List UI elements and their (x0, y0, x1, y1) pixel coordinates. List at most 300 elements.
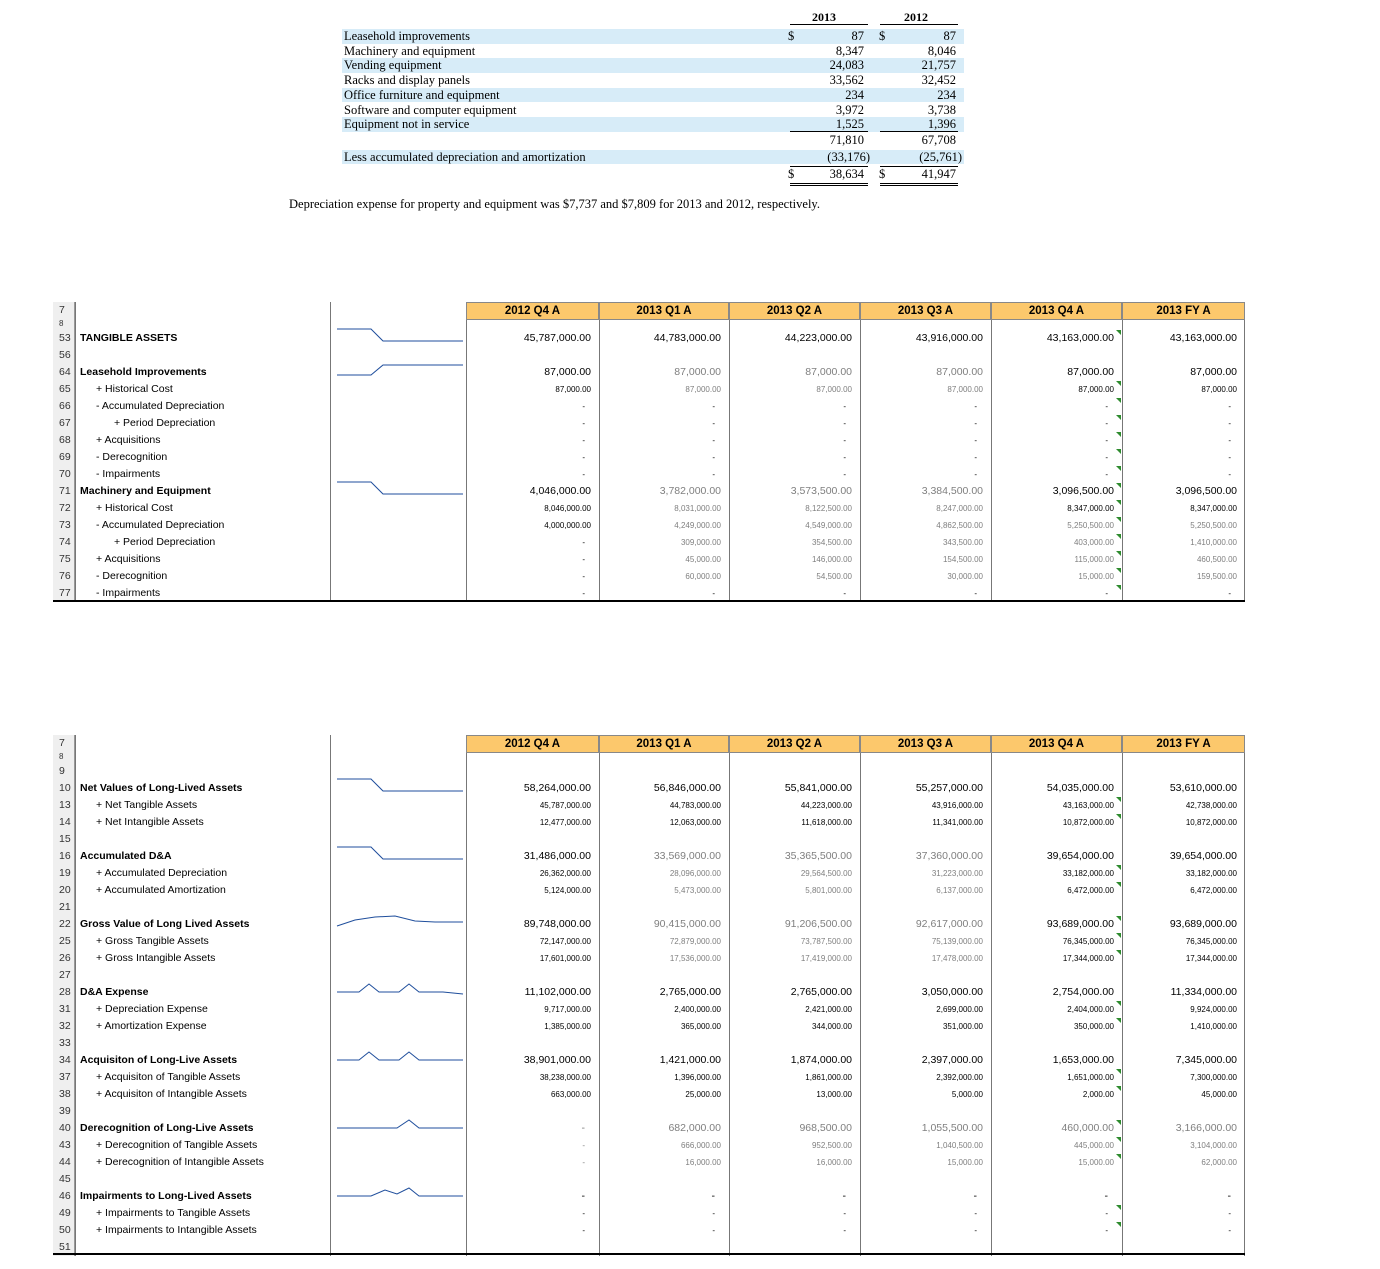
cell-value[interactable]: - (1104, 1190, 1108, 1202)
cell-value[interactable]: - (1228, 1209, 1231, 1218)
cell-value[interactable]: 1,055,500.00 (921, 1122, 983, 1134)
cell-value[interactable]: 17,601,000.00 (539, 954, 591, 963)
row-label: - Derecognition (96, 570, 168, 582)
note-row-label: Software and computer equipment (344, 102, 517, 117)
table-row (53, 415, 1245, 432)
cell-value[interactable]: 13,000.00 (816, 1090, 852, 1099)
cell-value[interactable]: 2,765,000.00 (790, 986, 852, 998)
cell-value[interactable]: 3,096,500.00 (1052, 485, 1114, 497)
column-header[interactable]: 2013 FY A (1122, 302, 1245, 320)
cell-value[interactable]: 89,748,000.00 (523, 918, 591, 930)
column-header[interactable]: 2013 Q2 A (729, 735, 860, 753)
cell-value[interactable]: - (582, 453, 585, 462)
cell-value[interactable]: 38,901,000.00 (523, 1054, 591, 1066)
cell-value[interactable]: 45,000.00 (1201, 1090, 1237, 1099)
comment-flag (1116, 916, 1121, 921)
cell-value[interactable]: 92,617,000.00 (915, 918, 983, 930)
cell-value[interactable]: 17,536,000.00 (669, 954, 721, 963)
cell-value[interactable]: 5,473,000.00 (674, 886, 721, 895)
row-number (53, 735, 75, 753)
cell-value[interactable]: - (582, 1226, 585, 1235)
cell-value[interactable]: - (1228, 453, 1231, 462)
cell-value[interactable]: - (712, 436, 715, 445)
cell-value[interactable]: - (843, 436, 846, 445)
column-header[interactable]: 2013 Q4 A (991, 302, 1122, 320)
cell-value[interactable]: 12,063,000.00 (669, 818, 721, 827)
sparkline-path (337, 916, 463, 926)
cell-value[interactable]: 1,421,000.00 (659, 1054, 721, 1066)
row-number: 37 (53, 1069, 75, 1086)
cell-value[interactable]: 17,478,000.00 (931, 954, 983, 963)
cell-value[interactable]: - (582, 589, 585, 598)
comment-flag (1116, 585, 1121, 590)
cell-value[interactable]: 952,500.00 (811, 1141, 852, 1150)
cell-value[interactable]: - (843, 470, 846, 479)
cell-value[interactable]: 8,247,000.00 (936, 504, 983, 513)
cell-value[interactable]: 44,783,000.00 (653, 332, 721, 344)
note-row-label: Equipment not in service (344, 117, 470, 132)
cell-value[interactable]: 72,147,000.00 (539, 937, 591, 946)
cell-value[interactable]: 1,410,000.00 (1190, 1022, 1237, 1031)
cell-value[interactable]: 8,122,500.00 (805, 504, 852, 513)
cell-value[interactable]: 44,783,000.00 (669, 801, 721, 810)
row-label: + Acquisiton of Tangible Assets (96, 1071, 241, 1083)
cell-value[interactable]: - (974, 402, 977, 411)
row-label: Acquisiton of Long-Live Assets (80, 1054, 238, 1066)
table-row (53, 534, 1245, 551)
cell-value[interactable]: - (582, 538, 585, 547)
cell-value[interactable]: 11,341,000.00 (932, 818, 983, 827)
column-header[interactable]: 2013 Q4 A (991, 735, 1122, 753)
cell-value[interactable]: 87,000.00 (555, 385, 591, 394)
cell-value[interactable]: 1,040,500.00 (936, 1141, 983, 1150)
cell-value[interactable]: 5,250,500.00 (1067, 521, 1114, 530)
cell-value[interactable]: - (582, 436, 585, 445)
cell-value[interactable]: 4,549,000.00 (805, 521, 852, 530)
cell-value[interactable]: 8,046,000.00 (544, 504, 591, 513)
cell-value[interactable]: 1,861,000.00 (805, 1073, 852, 1082)
cell-value[interactable]: - (582, 1141, 585, 1150)
cell-value[interactable]: 44,223,000.00 (784, 332, 852, 344)
table-row (53, 1137, 1245, 1154)
comment-flag (1116, 865, 1121, 870)
cell-value[interactable]: 968,500.00 (799, 1122, 852, 1134)
cell-value[interactable]: 11,102,000.00 (524, 986, 591, 998)
row-number: 40 (53, 1120, 75, 1137)
note-header-rule (790, 24, 868, 25)
comment-flag (1116, 1120, 1121, 1125)
cell-value[interactable]: 39,654,000.00 (1169, 850, 1237, 862)
table-row (53, 483, 1245, 500)
cell-value[interactable]: 403,000.00 (1073, 538, 1114, 547)
cell-value[interactable]: 33,569,000.00 (653, 850, 721, 862)
cell-value[interactable]: - (843, 1226, 846, 1235)
cell-value[interactable]: 87,000.00 (936, 366, 983, 378)
cell-value[interactable]: 7,300,000.00 (1190, 1073, 1237, 1082)
cell-value[interactable]: 37,360,000.00 (915, 850, 983, 862)
cell-value[interactable]: - (1228, 419, 1231, 428)
cell-value[interactable]: 15,000.00 (1078, 1158, 1114, 1167)
cell-value[interactable]: 159,500.00 (1196, 572, 1237, 581)
cell-value[interactable]: 10,872,000.00 (1062, 818, 1114, 827)
cell-value[interactable]: 344,000.00 (811, 1022, 852, 1031)
cell-value[interactable]: 93,689,000.00 (1046, 918, 1114, 930)
cell-value[interactable]: - (582, 572, 585, 581)
cell-value[interactable]: 8,347,000.00 (1067, 504, 1114, 513)
cell-value[interactable]: - (974, 436, 977, 445)
cell-value[interactable]: - (582, 419, 585, 428)
cell-value[interactable]: 38,238,000.00 (539, 1073, 591, 1082)
cell-value[interactable]: - (711, 1190, 715, 1202)
cell-value[interactable]: - (843, 402, 846, 411)
table-row (53, 933, 1245, 950)
cell-value[interactable]: 73,787,500.00 (800, 937, 852, 946)
cell-value[interactable]: 4,046,000.00 (529, 485, 591, 497)
cell-value[interactable]: 60,000.00 (685, 572, 721, 581)
cell-value[interactable]: 87,000.00 (816, 385, 852, 394)
cell-value[interactable]: - (1105, 419, 1108, 428)
cell-value[interactable]: 43,916,000.00 (915, 332, 983, 344)
cell-value[interactable]: - (582, 470, 585, 479)
column-header[interactable]: 2013 Q1 A (599, 735, 729, 753)
cell-value[interactable]: 146,000.00 (811, 555, 852, 564)
cell-value[interactable]: - (1227, 1190, 1231, 1202)
cell-value[interactable]: 26,362,000.00 (539, 869, 591, 878)
row-label: Accumulated D&A (80, 850, 172, 862)
cell-value[interactable]: 17,344,000.00 (1062, 954, 1114, 963)
cell-value[interactable]: 87,000.00 (1201, 385, 1237, 394)
comment-flag (1116, 933, 1121, 938)
cell-value[interactable]: - (974, 453, 977, 462)
column-header[interactable]: 2013 Q1 A (599, 302, 729, 320)
cell-value[interactable]: - (974, 419, 977, 428)
note-value-2012: 32,452 (921, 73, 956, 88)
cell-value[interactable]: 15,000.00 (1078, 572, 1114, 581)
note-year-2012: 2012 (904, 10, 928, 24)
cell-value[interactable]: 460,500.00 (1196, 555, 1237, 564)
cell-value[interactable]: 16,000.00 (685, 1158, 721, 1167)
cell-value[interactable]: 3,384,500.00 (921, 485, 983, 497)
cell-value[interactable]: - (712, 402, 715, 411)
cell-value[interactable]: 309,000.00 (680, 538, 721, 547)
cell-value[interactable]: 2,754,000.00 (1052, 986, 1114, 998)
cell-value[interactable]: 9,924,000.00 (1190, 1005, 1237, 1014)
cell-value[interactable]: - (1228, 589, 1231, 598)
cell-value[interactable]: 43,916,000.00 (931, 801, 983, 810)
cell-value[interactable]: 343,500.00 (942, 538, 983, 547)
column-header[interactable]: 2013 FY A (1122, 735, 1245, 753)
cell-value[interactable]: 3,782,000.00 (659, 485, 721, 497)
note-value-2013: 8,347 (835, 43, 864, 58)
empty-row (53, 763, 1245, 780)
cell-value[interactable]: 1,874,000.00 (790, 1054, 852, 1066)
row-label: - Impairments (96, 587, 161, 599)
cell-value[interactable]: - (842, 1190, 846, 1202)
comment-flag (1116, 449, 1121, 454)
sparkline (335, 360, 465, 378)
cell-value[interactable]: 45,787,000.00 (539, 801, 591, 810)
cell-value[interactable]: - (1228, 1226, 1231, 1235)
row-label: TANGIBLE ASSETS (80, 332, 178, 344)
cell-value[interactable]: 2,397,000.00 (921, 1054, 983, 1066)
cell-value[interactable]: 54,500.00 (816, 572, 852, 581)
cell-value[interactable]: - (1228, 436, 1231, 445)
cell-value[interactable]: 3,573,500.00 (790, 485, 852, 497)
table-row (53, 364, 1245, 381)
cell-value[interactable]: 31,486,000.00 (523, 850, 591, 862)
cell-value[interactable]: 4,000,000.00 (544, 521, 591, 530)
cell-value[interactable]: 87,000.00 (1190, 366, 1237, 378)
cell-value[interactable]: 1,651,000.00 (1067, 1073, 1114, 1082)
cell-value[interactable]: 11,618,000.00 (801, 818, 852, 827)
cell-value[interactable]: - (973, 1190, 977, 1202)
column-header[interactable]: 2012 Q4 A (466, 302, 599, 320)
row-label: + Impairments to Tangible Assets (96, 1207, 251, 1219)
cell-value[interactable]: 2,000.00 (1082, 1090, 1114, 1099)
cell-value[interactable]: 6,472,000.00 (1190, 886, 1237, 895)
row-number: 8 (53, 753, 75, 763)
cell-value[interactable]: 87,000.00 (805, 366, 852, 378)
cell-value[interactable]: 42,738,000.00 (1185, 801, 1237, 810)
comment-flag (1116, 398, 1121, 403)
cell-value[interactable]: 2,392,000.00 (936, 1073, 983, 1082)
column-header[interactable]: 2013 Q3 A (860, 735, 991, 753)
comment-flag (1116, 500, 1121, 505)
cell-value[interactable]: 43,163,000.00 (1046, 332, 1114, 344)
cell-value[interactable]: 11,334,000.00 (1170, 986, 1237, 998)
table-row (53, 551, 1245, 568)
cell-value[interactable]: 90,415,000.00 (653, 918, 721, 930)
cell-value[interactable]: 30,000.00 (947, 572, 983, 581)
cell-value[interactable]: 43,163,000.00 (1062, 801, 1114, 810)
cell-value[interactable]: 87,000.00 (947, 385, 983, 394)
cell-value[interactable]: - (1228, 402, 1231, 411)
cell-value[interactable]: 351,000.00 (942, 1022, 983, 1031)
comment-flag (1116, 814, 1121, 819)
row-label: - Accumulated Depreciation (96, 519, 225, 531)
cell-value[interactable]: - (1105, 402, 1108, 411)
cell-value[interactable]: - (582, 1209, 585, 1218)
cell-value[interactable]: 3,104,000.00 (1190, 1141, 1237, 1150)
cell-value[interactable]: - (974, 470, 977, 479)
cell-value[interactable]: 91,206,500.00 (784, 918, 852, 930)
cell-value[interactable]: 15,000.00 (947, 1158, 983, 1167)
cell-value[interactable]: 5,250,500.00 (1190, 521, 1237, 530)
cell-value[interactable]: 33,182,000.00 (1062, 869, 1114, 878)
cell-value[interactable]: - (974, 1209, 977, 1218)
cell-value[interactable]: - (843, 419, 846, 428)
row-number: 49 (53, 1205, 75, 1222)
cell-value[interactable]: 17,344,000.00 (1185, 954, 1237, 963)
column-header[interactable]: 2012 Q4 A (466, 735, 599, 753)
cell-value[interactable]: 72,879,000.00 (669, 937, 721, 946)
dollar-sign: $ (788, 29, 795, 43)
cell-value[interactable]: 31,223,000.00 (931, 869, 983, 878)
column-header[interactable]: 2013 Q3 A (860, 302, 991, 320)
cell-value[interactable]: 2,699,000.00 (936, 1005, 983, 1014)
row-label: + Depreciation Expense (96, 1003, 208, 1015)
table-row (53, 848, 1245, 865)
row-label: Gross Value of Long Lived Assets (80, 918, 250, 930)
cell-value[interactable]: 58,264,000.00 (523, 782, 591, 794)
cell-value[interactable]: 2,404,000.00 (1067, 1005, 1114, 1014)
financial-note (0, 0, 1380, 230)
cell-value[interactable]: 350,000.00 (1073, 1022, 1114, 1031)
cell-value[interactable]: 2,765,000.00 (659, 986, 721, 998)
cell-value[interactable]: - (582, 555, 585, 564)
note-row (342, 58, 964, 73)
cell-value[interactable]: 76,345,000.00 (1185, 937, 1237, 946)
cell-value[interactable]: - (712, 453, 715, 462)
cell-value[interactable]: - (582, 402, 585, 411)
cell-value[interactable]: 56,846,000.00 (653, 782, 721, 794)
cell-value[interactable]: 2,421,000.00 (805, 1005, 852, 1014)
cell-value[interactable]: - (843, 453, 846, 462)
cell-value[interactable]: 29,564,500.00 (800, 869, 852, 878)
cell-value[interactable]: - (1105, 436, 1108, 445)
cell-value[interactable]: 7,345,000.00 (1175, 1054, 1237, 1066)
cell-value[interactable]: - (974, 1226, 977, 1235)
cell-value[interactable]: 3,096,500.00 (1175, 485, 1237, 497)
cell-value[interactable]: 6,472,000.00 (1067, 886, 1114, 895)
note-row-label: Office furniture and equipment (344, 87, 500, 102)
cell-value[interactable]: 8,031,000.00 (674, 504, 721, 513)
cell-value[interactable]: 3,050,000.00 (921, 986, 983, 998)
cell-value[interactable]: - (974, 589, 977, 598)
cell-value[interactable]: - (581, 1190, 585, 1202)
cell-value[interactable]: - (712, 470, 715, 479)
cell-value[interactable]: 5,000.00 (951, 1090, 983, 1099)
cell-value[interactable]: 1,396,000.00 (674, 1073, 721, 1082)
cell-value[interactable]: - (1105, 470, 1108, 479)
cell-value[interactable]: 87,000.00 (685, 385, 721, 394)
cell-value[interactable]: 354,500.00 (811, 538, 852, 547)
cell-value[interactable]: - (1105, 1226, 1108, 1235)
cell-value[interactable]: - (1105, 589, 1108, 598)
cell-value[interactable]: 87,000.00 (1067, 366, 1114, 378)
cell-value[interactable]: 87,000.00 (1078, 385, 1114, 394)
cell-value[interactable]: 45,000.00 (685, 555, 721, 564)
cell-value[interactable]: 35,365,500.00 (784, 850, 852, 862)
cell-value[interactable]: - (1228, 470, 1231, 479)
row-label: + Acquisiton of Intangible Assets (96, 1088, 247, 1100)
cell-value[interactable]: 1,410,000.00 (1190, 538, 1237, 547)
comment-flag (1116, 330, 1121, 335)
cell-value[interactable]: 4,862,500.00 (936, 521, 983, 530)
note-double-rule (790, 183, 868, 184)
column-header[interactable]: 2013 Q2 A (729, 302, 860, 320)
cell-value[interactable]: 5,801,000.00 (805, 886, 852, 895)
cell-value[interactable]: 1,653,000.00 (1052, 1054, 1114, 1066)
cell-value[interactable]: - (712, 589, 715, 598)
cell-value[interactable]: 55,257,000.00 (915, 782, 983, 794)
cell-value[interactable]: 25,000.00 (685, 1090, 721, 1099)
row-number: 72 (53, 500, 75, 517)
cell-value[interactable]: 8,347,000.00 (1190, 504, 1237, 513)
cell-value[interactable]: 54,035,000.00 (1046, 782, 1114, 794)
sparkline (335, 980, 465, 998)
note-header-rule (880, 24, 958, 25)
cell-value[interactable]: 43,163,000.00 (1169, 332, 1237, 344)
cell-value[interactable]: 87,000.00 (544, 366, 591, 378)
cell-value[interactable]: 75,139,000.00 (931, 937, 983, 946)
cell-value[interactable]: 53,610,000.00 (1169, 782, 1237, 794)
cell-value[interactable]: 3,166,000.00 (1175, 1122, 1237, 1134)
table-row (53, 1001, 1245, 1018)
cell-value[interactable]: - (581, 1122, 585, 1134)
cell-value[interactable]: 76,345,000.00 (1062, 937, 1114, 946)
cell-value[interactable]: 666,000.00 (680, 1141, 721, 1150)
cell-value[interactable]: 12,477,000.00 (539, 818, 591, 827)
cell-value[interactable]: - (1105, 453, 1108, 462)
comment-flag (1116, 534, 1121, 539)
row-number: 27 (53, 967, 75, 984)
row-number: 32 (53, 1018, 75, 1035)
cell-value[interactable]: - (1105, 1209, 1108, 1218)
cell-value[interactable]: 365,000.00 (680, 1022, 721, 1031)
cell-value[interactable]: 5,124,000.00 (544, 886, 591, 895)
cell-value[interactable]: 10,872,000.00 (1185, 818, 1237, 827)
cell-value[interactable]: 2,400,000.00 (674, 1005, 721, 1014)
cell-value[interactable]: 460,000.00 (1061, 1122, 1114, 1134)
row-number: 70 (53, 466, 75, 483)
note-value-2013: 87 (851, 29, 864, 43)
cell-value[interactable]: 4,249,000.00 (674, 521, 721, 530)
sub-header-row (53, 753, 1245, 763)
cell-value[interactable]: 55,841,000.00 (784, 782, 852, 794)
cell-value[interactable]: - (712, 1226, 715, 1235)
cell-value[interactable]: 6,137,000.00 (936, 886, 983, 895)
cell-value[interactable]: 87,000.00 (674, 366, 721, 378)
note-row (342, 103, 964, 118)
cell-value[interactable]: 9,717,000.00 (544, 1005, 591, 1014)
note-double-rule (880, 185, 958, 186)
cell-value[interactable]: - (712, 1209, 715, 1218)
note-less-label: Less accumulated depreciation and amortization (344, 149, 586, 164)
cell-value[interactable]: - (843, 1209, 846, 1218)
cell-value[interactable]: 682,000.00 (668, 1122, 721, 1134)
cell-value[interactable]: - (582, 1158, 585, 1167)
cell-value[interactable]: 1,385,000.00 (544, 1022, 591, 1031)
cell-value[interactable]: 33,182,000.00 (1185, 869, 1237, 878)
cell-value[interactable]: 445,000.00 (1073, 1141, 1114, 1150)
row-number: 66 (53, 398, 75, 415)
cell-value[interactable]: 115,000.00 (1074, 555, 1114, 564)
sparkline (335, 776, 465, 794)
comment-flag (1116, 1222, 1121, 1227)
cell-value[interactable]: - (843, 589, 846, 598)
cell-value[interactable]: 16,000.00 (816, 1158, 852, 1167)
sparkline-path (337, 847, 463, 859)
note-subtotal-2012: 67,708 (921, 132, 956, 147)
cell-value[interactable]: 28,096,000.00 (669, 869, 721, 878)
table-row (53, 916, 1245, 933)
cell-value[interactable]: 17,419,000.00 (800, 954, 852, 963)
cell-value[interactable]: 39,654,000.00 (1046, 850, 1114, 862)
cell-value[interactable]: 45,787,000.00 (523, 332, 591, 344)
cell-value[interactable]: 62,000.00 (1201, 1158, 1237, 1167)
row-number: 43 (53, 1137, 75, 1154)
cell-value[interactable]: 44,223,000.00 (800, 801, 852, 810)
row-label: + Period Depreciation (114, 417, 216, 429)
comment-flag (1116, 1205, 1121, 1210)
cell-value[interactable]: - (712, 419, 715, 428)
row-number: 71 (53, 483, 75, 500)
cell-value[interactable]: 154,500.00 (942, 555, 983, 564)
cell-value[interactable]: 93,689,000.00 (1169, 918, 1237, 930)
row-number: 65 (53, 381, 75, 398)
cell-value[interactable]: 663,000.00 (550, 1090, 591, 1099)
